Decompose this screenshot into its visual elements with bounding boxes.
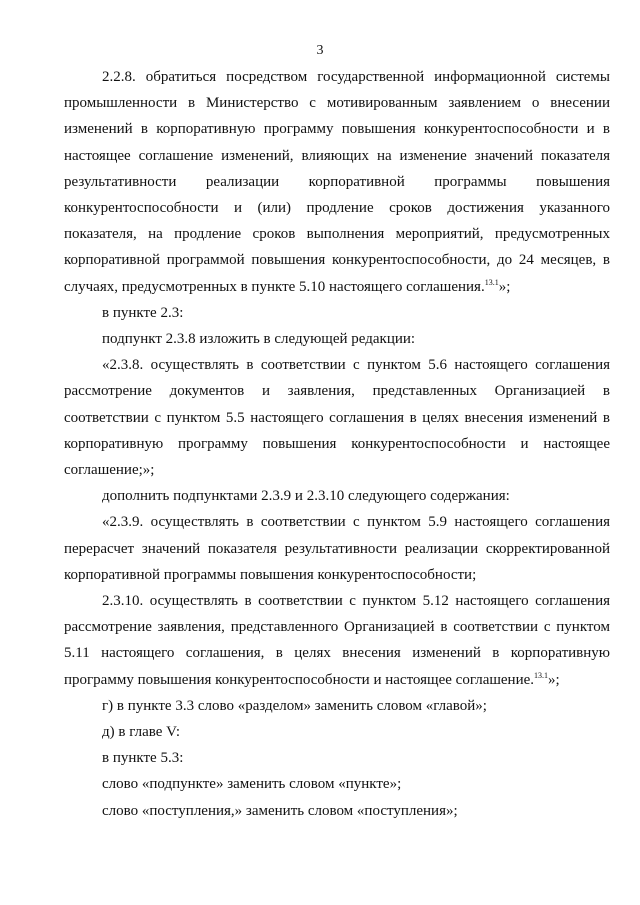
paragraph-2-3-9: «2.3.9. осуществлять в соответствии с пунктом 5.9 настоящего соглашения перерасчет значений показателя результативности реализации скорректированной корпоративной программы повышения конкурентоспособности; (64, 514, 610, 583)
paragraph-replace-podpunkte: слово «подпункте» заменить словом «пункте»; (102, 776, 402, 793)
page-number: 3 (316, 43, 324, 58)
paragraph-text: 2.3.10. осуществлять в соответствии с пунктом 5.12 настоящего соглашения рассмотрение заявления, представленного Организацией в соответствии с пунктом 5.11 настоящего соглашения, в целях внесения изменений в корпоративную программу повышения конкурентоспособности и настоящее соглашение. (64, 593, 610, 688)
paragraph-add-subpoints: дополнить подпунктами 2.3.9 и 2.3.10 следующего содержания: (102, 488, 510, 505)
document-body (64, 64, 610, 824)
paragraph-closing: »; (498, 278, 511, 295)
paragraph-g: г) в пункте 3.3 слово «разделом» заменить словом «главой»; (102, 697, 487, 714)
paragraph-d: д) в главе V: (102, 724, 181, 741)
paragraph-closing: »; (548, 671, 560, 688)
paragraph-text: 2.2.8. обратиться посредством государственной информационной системы промышленности в Министерство с мотивированным заявлением о внесении изменений в корпоративную программу повышения конкурентоспособности и в настоящее соглашение изменений, влияющих на изменение значений показателя результативности реализации корпоративной программы повышения конкурентоспособности и (или) продление сроков достижения указанного показателя, на продление сроков выполнения мероприятий, предусмотренных корпоративной программой повышения конкурентоспособности, до 24 месяцев, в случаях, предусмотренных в пункте 5.10 настоящего соглашения. (64, 69, 610, 295)
footnote-ref: 13.1 (534, 670, 549, 680)
paragraph-point-2-3: в пункте 2.3: (102, 304, 184, 321)
footnote-ref: 13.1 (484, 277, 499, 287)
paragraph-2-2-8 (64, 64, 610, 300)
paragraph-point-5-3: в пункте 5.3: (102, 750, 184, 767)
paragraph-subpoint-2-3-8-intro: подпункт 2.3.8 изложить в следующей редакции: (102, 331, 416, 348)
paragraph-2-3-10 (64, 588, 610, 693)
paragraph-replace-postupleniya: слово «поступления,» заменить словом «поступления»; (102, 802, 458, 819)
paragraph-2-3-8: «2.3.8. осуществлять в соответствии с пунктом 5.6 настоящего соглашения рассмотрение документов и заявления, представленных Организацией в соответствии с пунктом 5.5 настоящего соглашения в целях внесения изменений в корпоративную программу повышения конкурентоспособности и настоящее соглашение;»; (64, 357, 610, 479)
